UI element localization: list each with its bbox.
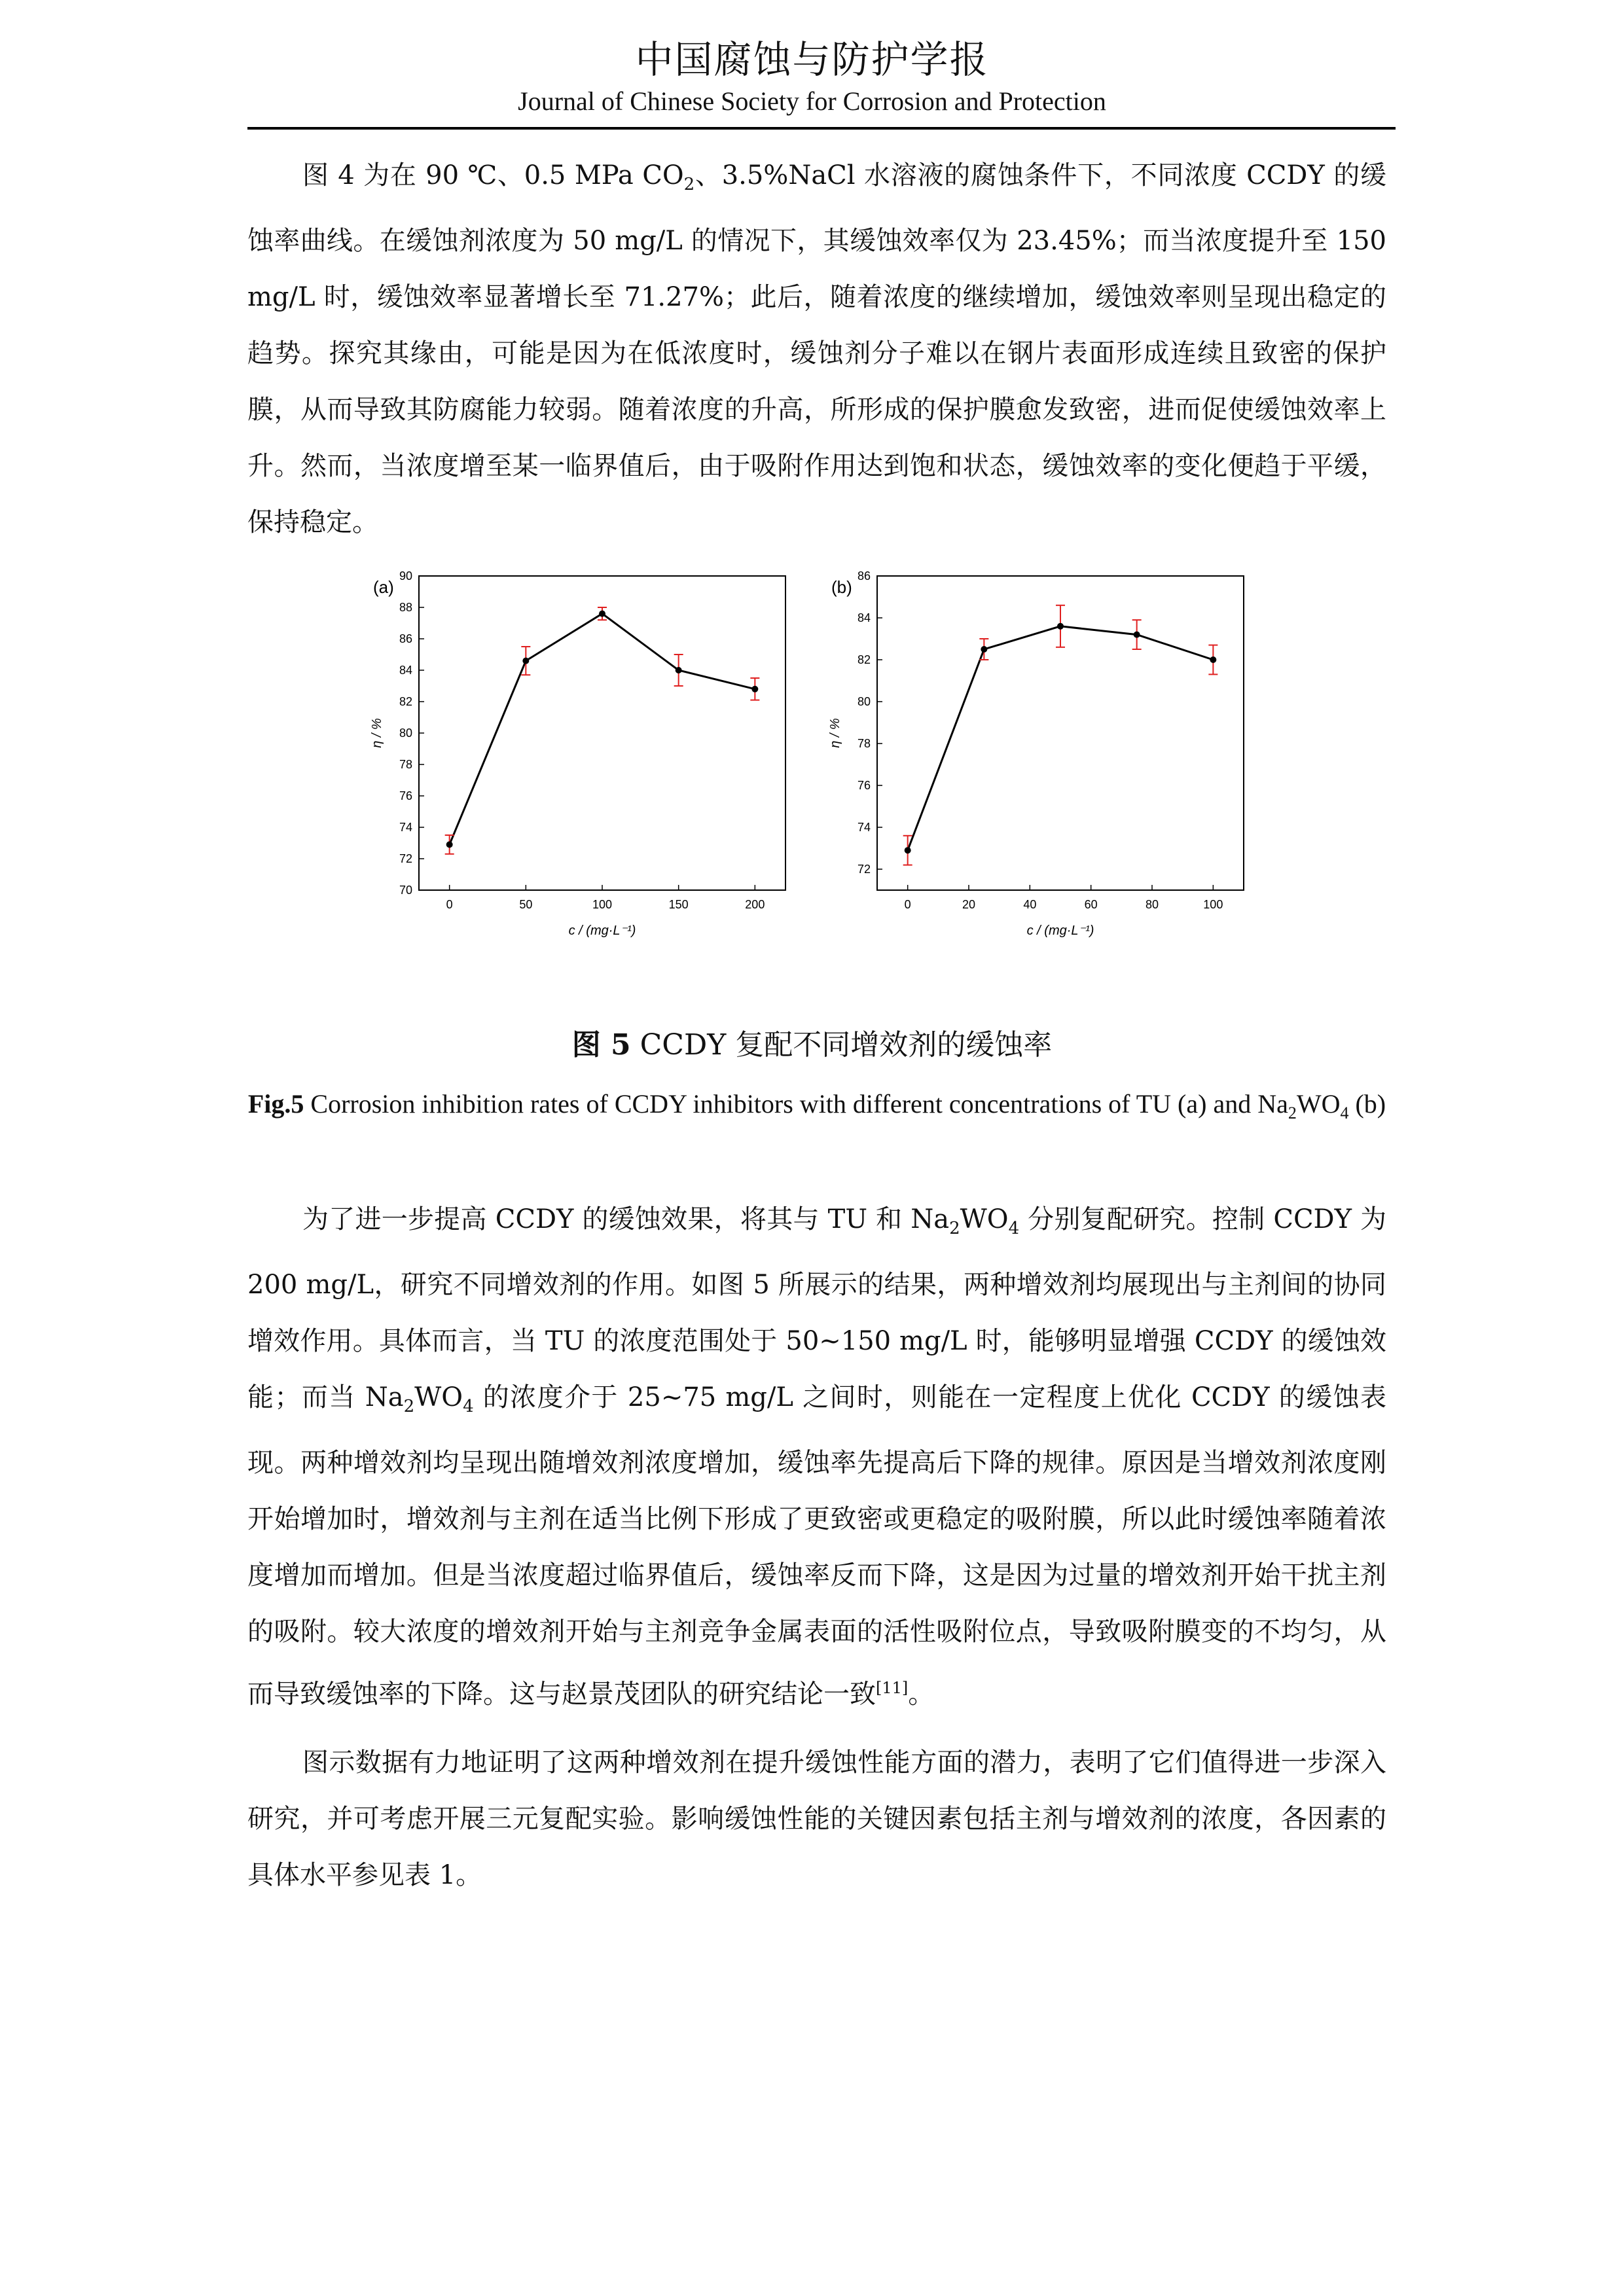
citation-ref[interactable]: [11]: [876, 1679, 909, 1697]
x-tick-label: 50: [519, 898, 533, 911]
y-tick-label: 84: [857, 611, 871, 624]
data-point: [1057, 623, 1064, 630]
y-tick-label: 78: [399, 758, 412, 771]
text-run: WO: [960, 1204, 1009, 1234]
subscript: 2: [403, 1397, 415, 1416]
data-point: [446, 841, 453, 848]
y-tick-label: 76: [399, 789, 412, 802]
y-tick-label: 82: [399, 695, 412, 708]
figure-number: 图 5: [571, 1028, 631, 1062]
paragraph-text: [247, 1191, 1386, 1722]
y-tick-label: 84: [399, 664, 412, 677]
paragraph-text: 图示数据有力地证明了这两种增效剂在提升缓蚀性能方面的潜力，表明了它们值得进一步深入研究，并可考虑开展三元复配实验。影响缓蚀性能的关键因素包括主剂与增效剂的浓度，各因素的具体水平参见表 1。: [247, 1748, 1386, 1890]
data-point: [1134, 632, 1140, 638]
y-tick-label: 80: [399, 726, 412, 740]
text-run: 图 4 为在 90 ℃、0.5 MPa CO: [302, 160, 684, 190]
x-tick-label: 100: [1203, 898, 1223, 911]
plot-frame: [419, 576, 785, 890]
series-line: [450, 614, 755, 845]
y-tick-label: 76: [857, 779, 871, 792]
figure-caption-en: [247, 1075, 1386, 1143]
text-run: 。: [908, 1679, 935, 1710]
y-tick-label: 74: [399, 821, 412, 834]
header-rule: [247, 127, 1396, 130]
y-tick-label: 90: [399, 569, 412, 583]
x-tick-label: 40: [1023, 898, 1037, 911]
y-axis-label: η / %: [370, 718, 384, 748]
y-tick-label: 70: [399, 884, 412, 897]
paragraph-text: [247, 147, 1386, 550]
x-axis-label: c / (mg·L⁻¹): [568, 924, 636, 938]
x-tick-label: 100: [592, 898, 613, 911]
x-tick-label: 200: [745, 898, 765, 911]
subscript: 2: [949, 1219, 960, 1238]
y-axis-label: η / %: [828, 718, 842, 748]
x-tick-label: 0: [446, 898, 453, 911]
caption-text: WO: [1296, 1089, 1341, 1119]
x-axis-label: c / (mg·L⁻¹): [1026, 924, 1094, 938]
y-tick-label: 80: [857, 695, 871, 708]
y-tick-label: 74: [857, 821, 871, 834]
figure-number-en: Fig.5: [247, 1089, 304, 1119]
journal-title-en: Journal of Chinese Society for Corrosion and Protection: [518, 86, 1106, 116]
series-line: [908, 626, 1214, 850]
panel-label: (b): [831, 577, 852, 597]
y-tick-label: 88: [399, 601, 412, 614]
data-point: [1210, 656, 1216, 663]
subscript: 2: [1288, 1103, 1297, 1122]
x-tick-label: 0: [904, 898, 911, 911]
y-tick-label: 72: [399, 852, 412, 865]
data-point: [905, 847, 911, 853]
subscript: 4: [463, 1397, 474, 1416]
chart-panel-b: [828, 569, 1244, 938]
chart-panel-a: [370, 569, 785, 938]
y-tick-label: 72: [857, 863, 871, 876]
journal-header: [0, 36, 1624, 120]
text-run: 为了进一步提高 CCDY 的缓蚀效果，将其与 TU 和 Na: [302, 1204, 950, 1234]
x-tick-label: 60: [1084, 898, 1098, 911]
y-tick-label: 82: [857, 653, 871, 666]
caption-text: (b): [1348, 1089, 1386, 1119]
data-point: [981, 646, 987, 653]
paragraph-conclusion: [247, 1734, 1386, 1903]
caption-text: CCDY 复配不同增效剂的缓蚀率: [630, 1028, 1053, 1062]
subscript: 2: [683, 175, 695, 194]
text-run: 、3.5%NaCl 水溶液的腐蚀条件下，不同浓度 CCDY 的缓蚀率曲线。在缓蚀剂浓度为 50 mg/L 的情况下，其缓蚀效率仅为 23.45%；而当浓度提升至 150 mg/L 时，缓蚀效率显著增长至 71.27%；此后，随着浓度的继续增加，缓蚀效率则呈现出稳定的趋势。探究其缘由，可能是因为在低浓度时，缓蚀剂分子难以在钢片表面形成连续且致密的保护膜，从而导致其防腐能力较弱。随着浓度的升高，所形成的保护膜愈发致密，进而促使缓蚀效率上升。然而，当浓度增至某一临界值后，由于吸附作用达到饱和状态，缓蚀效率的变化便趋于平缓，保持稳定。: [247, 160, 1386, 537]
caption-text: Corrosion inhibition rates of CCDY inhibitors with different concentrations of TU (a) and Na: [304, 1089, 1288, 1119]
text-run: 的浓度介于 25~75 mg/L 之间时，则能在一定程度上优化 CCDY 的缓蚀表现。两种增效剂均呈现出随增效剂浓度增加，缓蚀率先提高后下降的规律。原因是当增效剂浓度刚开始增加时，增效剂与主剂在适当比例下形成了更致密或更稳定的吸附膜，所以此时缓蚀率随着浓度增加而增加。但是当浓度超过临界值后，缓蚀率反而下降，这是因为过量的增效剂开始干扰主剂的吸附。较大浓度的增效剂开始与主剂竞争金属表面的活性吸附位点，导致吸附膜变的不均匀，从而导致缓蚀率的下降。这与赵景茂团队的研究结论一致: [247, 1382, 1386, 1710]
paragraph-fig4-discussion: [247, 147, 1386, 550]
subscript: 4: [1340, 1103, 1349, 1122]
figure-5: [367, 563, 1270, 956]
data-point: [599, 611, 605, 617]
y-tick-label: 86: [399, 632, 412, 645]
data-point: [676, 667, 682, 673]
text-run: 分别复配研究。控制 CCDY 为 200 mg/L，研究不同增效剂的作用。如图 5 所展示的结果，两种增效剂均展现出与主剂间的协同增效作用。具体而言，当 TU 的浓度范围处于 50~150 mg/L 时，能够明显增强 CCDY 的缓蚀效能；而当 Na: [247, 1204, 1386, 1412]
y-tick-label: 86: [857, 569, 871, 583]
data-point: [522, 658, 529, 664]
data-point: [751, 686, 758, 692]
x-tick-label: 150: [668, 898, 689, 911]
y-tick-label: 78: [857, 737, 871, 750]
panel-label: (a): [373, 577, 394, 597]
subscript: 4: [1008, 1219, 1020, 1238]
figure-5-charts: [367, 563, 1270, 956]
x-tick-label: 80: [1145, 898, 1159, 911]
text-run: WO: [414, 1382, 463, 1412]
x-tick-label: 20: [962, 898, 976, 911]
figure-caption-cn: [0, 1021, 1624, 1063]
paragraph-synergist-discussion: [247, 1191, 1386, 1722]
journal-title-cn: 中国腐蚀与防护学报: [635, 37, 989, 82]
